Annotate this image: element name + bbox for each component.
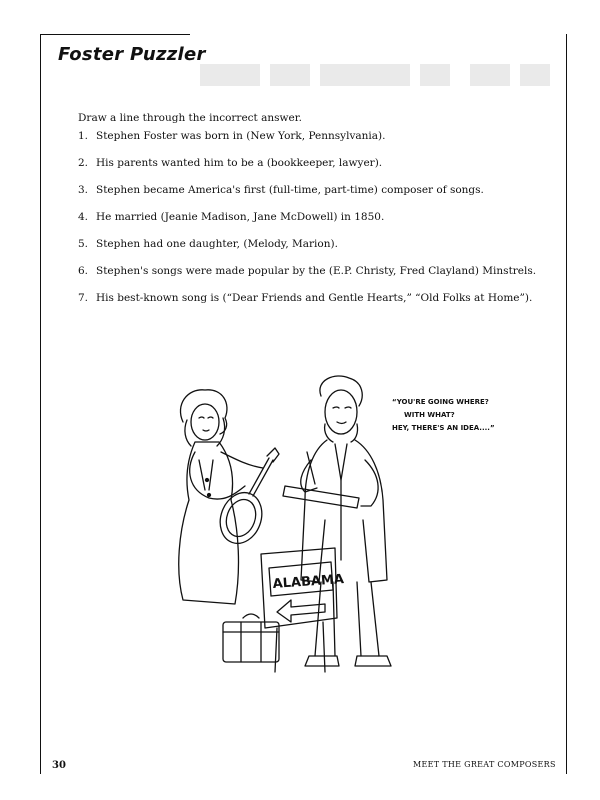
alabama-sign-text: ALABAMA bbox=[272, 572, 345, 592]
woman-dress bbox=[179, 442, 239, 604]
question-text: Stephen became America's first (full-time, part-time) composer of songs. bbox=[96, 184, 484, 196]
question-item bbox=[78, 292, 536, 319]
show-through-text-artifact bbox=[200, 56, 550, 94]
question-text: Stephen's songs were made popular by the (E.P. Christy, Fred Clayland) Minstrels. bbox=[96, 265, 537, 277]
page-number: 30 bbox=[52, 760, 66, 771]
page-frame-top-border bbox=[40, 34, 190, 35]
page-frame-left-border bbox=[40, 34, 41, 774]
question-item bbox=[78, 184, 536, 211]
man-head bbox=[325, 390, 357, 434]
foster-cartoon-illustration bbox=[165, 360, 445, 700]
question-item bbox=[78, 265, 536, 292]
question-number: 7. bbox=[78, 292, 89, 304]
question-item bbox=[78, 157, 536, 184]
banjo-neck bbox=[249, 458, 273, 496]
woman-head bbox=[191, 404, 219, 440]
question-text: Stephen had one daughter, (Melody, Marion). bbox=[96, 238, 338, 250]
man-shoe bbox=[355, 656, 391, 666]
speech-line: “YOU'RE GOING WHERE? bbox=[392, 398, 489, 406]
question-text: His parents wanted him to be a (bookkeeper, lawyer). bbox=[96, 157, 383, 169]
book-title: MEET THE GREAT COMPOSERS bbox=[413, 760, 556, 769]
man-shoe bbox=[305, 656, 339, 666]
instructions: Draw a line through the incorrect answer. bbox=[78, 112, 302, 124]
writing-board bbox=[283, 486, 359, 508]
question-text: He married (Jeanie Madison, Jane McDowell) in 1850. bbox=[96, 211, 385, 223]
question-item bbox=[78, 238, 536, 265]
question-number: 4. bbox=[78, 211, 89, 223]
speech-line: WITH WHAT? bbox=[404, 411, 455, 419]
banjo-body bbox=[213, 487, 268, 550]
question-number: 3. bbox=[78, 184, 89, 196]
question-number: 6. bbox=[78, 265, 89, 277]
question-number: 2. bbox=[78, 157, 89, 169]
question-number: 1. bbox=[78, 130, 89, 142]
question-item bbox=[78, 211, 536, 238]
question-text: His best-known song is (“Dear Friends and Gentle Hearts,” “Old Folks at Home”). bbox=[96, 292, 533, 304]
question-number: 5. bbox=[78, 238, 89, 250]
question-item bbox=[78, 130, 536, 157]
suitcase bbox=[223, 622, 279, 662]
page-title: Foster Puzzler bbox=[58, 44, 206, 65]
question-list bbox=[78, 130, 536, 319]
page-frame-right-border bbox=[566, 34, 567, 774]
question-text: Stephen Foster was born in (New York, Pennsylvania). bbox=[96, 130, 386, 142]
woman-hair bbox=[180, 390, 226, 434]
speech-line: HEY, THERE'S AN IDEA....” bbox=[392, 424, 495, 432]
